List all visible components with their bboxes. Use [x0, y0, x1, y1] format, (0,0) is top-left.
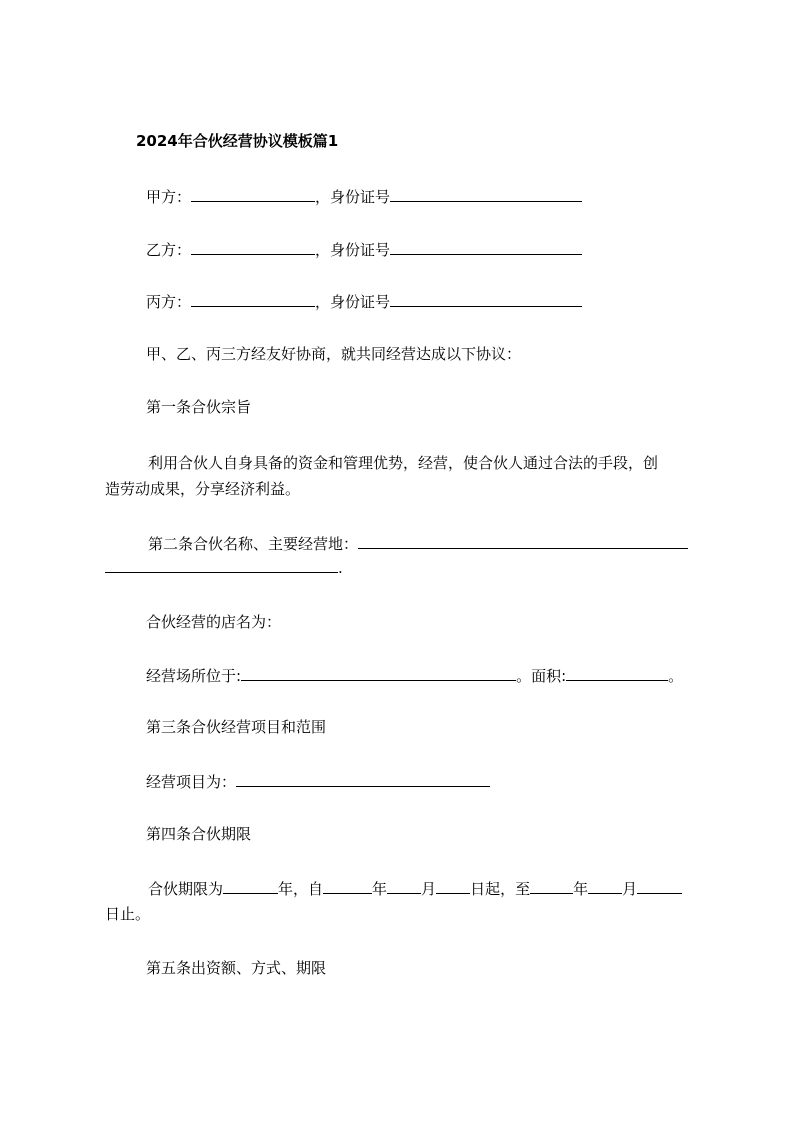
location-label: 经营场所位于: — [146, 667, 242, 685]
start-day-label: 日起，至 — [470, 880, 531, 898]
article2-text: 第二条合伙名称、主要经营地： — [148, 535, 359, 553]
end-month-blank — [588, 879, 622, 894]
start-month-blank — [387, 879, 421, 894]
start-month-label: 月 — [421, 880, 437, 898]
start-year-blank — [323, 879, 372, 894]
start-year-label: 年 — [372, 880, 388, 898]
party-c-id-blank — [390, 292, 582, 307]
project-line — [146, 772, 490, 791]
party-b-id-label: ，身份证号 — [315, 241, 391, 259]
party-b-line — [146, 240, 582, 259]
article2-location-blank — [358, 534, 688, 549]
article2-line — [148, 534, 688, 553]
article1-body-line1: 利用合伙人自身具备的资金和管理优势，经营，使合伙人通过合法的手段，创 — [148, 454, 659, 472]
project-blank — [236, 772, 490, 787]
term-line — [148, 879, 682, 898]
location-line — [146, 666, 683, 685]
area-blank — [566, 666, 668, 681]
intro-paragraph: 甲、乙、丙三方经友好协商，就共同经营达成以下协议： — [146, 345, 522, 363]
party-a-id-label: ，身份证号 — [315, 188, 391, 206]
party-c-label: 丙方： — [146, 293, 192, 311]
document-title: 2024年合伙经营协议模板篇1 — [136, 132, 339, 150]
store-name-label: 合伙经营的店名为： — [146, 613, 282, 631]
article3-heading: 第三条合伙经营项目和范围 — [146, 718, 327, 736]
term-label: 合伙期限为 — [148, 880, 224, 898]
term-end: 日止。 — [105, 905, 151, 923]
area-end: 。 — [668, 667, 684, 685]
party-a-id-blank — [390, 187, 582, 202]
article5-heading: 第五条出资额、方式、期限 — [146, 959, 327, 977]
article2-location-blank-continued — [105, 558, 338, 573]
party-c-id-label: ，身份证号 — [315, 293, 391, 311]
term-years-blank — [223, 879, 278, 894]
party-b-label: 乙方： — [146, 241, 192, 259]
end-month-label: 月 — [622, 880, 638, 898]
article1-body-line2: 造劳动成果，分享经济利益。 — [105, 480, 301, 498]
article2-end-period: . — [338, 559, 343, 577]
start-day-blank — [436, 879, 470, 894]
project-label: 经营项目为： — [146, 773, 237, 791]
end-day-blank — [637, 879, 682, 894]
end-year-blank — [530, 879, 573, 894]
term-from-label: 年，自 — [278, 880, 324, 898]
party-a-label: 甲方： — [146, 188, 192, 206]
party-c-line — [146, 292, 582, 311]
location-blank — [241, 666, 516, 681]
party-a-name-blank — [191, 187, 315, 202]
party-c-name-blank — [191, 292, 315, 307]
article4-heading: 第四条合伙期限 — [146, 825, 252, 843]
party-a-line — [146, 187, 582, 206]
end-year-label: 年 — [573, 880, 589, 898]
party-b-name-blank — [191, 240, 315, 255]
article2-line-continued — [105, 558, 343, 577]
party-b-id-blank — [390, 240, 582, 255]
article1-heading: 第一条合伙宗旨 — [146, 398, 252, 416]
area-label: 。面积: — [516, 667, 567, 685]
